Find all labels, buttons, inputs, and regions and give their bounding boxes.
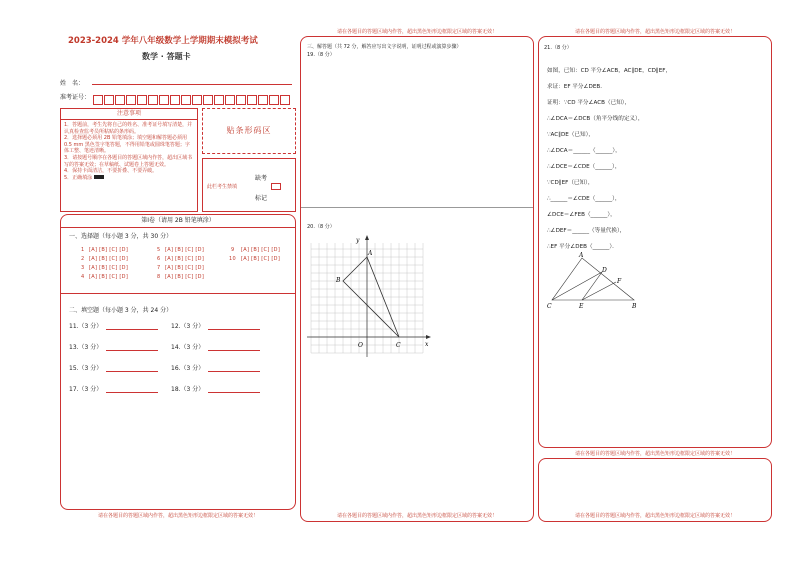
middle-panel [300,36,534,522]
notice-box [60,108,198,212]
mc-options[interactable]: [A] [B] [C] [D] [165,247,205,253]
absent-line2: 标记 [255,195,268,202]
name-field[interactable] [92,84,292,85]
q19-label: 19.（8 分） [307,52,335,58]
q20-label: 20.（8 分） [307,224,335,230]
absent-line1: 缺考 [255,175,268,182]
proof-line: 证明：∵CD 平分∠ACB（已知）， [547,100,631,106]
notice-item: 1．答题前，考生先将自己的姓名、准考证号填写清楚，并认真检查监考员所粘贴的条形码。 [64,122,193,135]
fig-label-b: B [632,303,637,310]
mc-row [81,247,291,256]
fill-item: 18.（3 分） [171,384,260,393]
mc-title: 一、选择题（每小题 3 分，共 30 分） [69,233,173,240]
absent-box [202,158,296,212]
triangle-abc-figure [552,258,634,300]
mc-num: 2 [81,256,85,262]
proof-line: 如图，已知：CD 平分∠ACB，AC∥DE，CD∥EF， [547,68,672,74]
proof-line[interactable]: ∴∠DEF＝______（等量代换）， [547,228,626,234]
answer-line[interactable] [208,384,260,393]
mc-num: 3 [81,265,85,271]
proof-line[interactable]: ∴______＝∠CDE（______）， [547,196,621,202]
absent-checkbox[interactable] [271,183,281,190]
top-warning-right: 请在各题目的答题区域内作答，超出黑色矩形边框限定区域的答案无效！ [574,29,735,35]
x-axis-arrow [426,335,431,339]
mc-options[interactable]: [A] [B] [C] [D] [165,256,205,262]
top-warning-middle: 请在各题目的答题区域内作答，超出黑色矩形边框限定区域的答案无效！ [336,29,497,35]
answer-line[interactable] [106,342,158,351]
proof-line: 求证：EF 平分∠DEB． [547,84,606,90]
answer-line[interactable] [106,384,158,393]
fill-item: 12.（3 分） [171,321,260,330]
mc-block [81,247,291,283]
mc-num: 7 [157,265,161,271]
proof-line[interactable]: ∴∠DCA＝______（______）， [547,148,621,154]
notice-item: 5．正确填涂 [64,175,194,182]
barcode-label: 贴条形码区 [226,126,272,135]
point-a-label: A [368,250,373,257]
notice-title: 注意事项 [61,109,197,120]
geometry-figure [542,252,652,312]
fill-title: 二、填空题（每小题 3 分，共 24 分） [69,307,173,314]
mc-options[interactable]: [A] [B] [C] [D] [89,265,129,271]
segment-de [582,272,602,300]
fig-label-c: C [547,303,552,310]
q19-answer-area[interactable] [307,59,527,205]
y-axis-label: y [356,237,360,244]
point-b-label: B [336,277,341,284]
mc-num: 9 [231,247,235,253]
answer-line[interactable] [106,321,158,330]
segment-ef [582,282,616,300]
exam-title: 2023-2024 学年八年级数学上学期期末模拟考试 [68,36,258,46]
answer-line[interactable] [208,342,260,351]
mc-row [81,274,291,283]
mc-options[interactable]: [A] [B] [C] [D] [241,247,281,253]
proof-line: ∴∠DCA＝∠DCB（角平分线的定义）， [547,116,644,122]
origin-label: O [358,342,363,349]
fig-label-d: D [602,267,607,274]
mc-options[interactable]: [A] [B] [C] [D] [89,247,129,253]
mc-options[interactable]: [A] [B] [C] [D] [89,256,129,262]
mid-warning-right: 请在各题目的答题区域内作答，超出黑色矩形边框限定区域的答案无效！ [574,451,735,457]
fig-label-e: E [579,303,584,310]
mc-num: 4 [81,274,85,280]
mc-row [81,265,291,274]
barcode-area [202,108,296,154]
mc-num: 5 [157,247,161,253]
fill-item: 14.（3 分） [171,342,260,351]
proof-line: ∵CD∥EF（已知）， [547,180,594,186]
fill-item: 11.（3 分） [69,321,158,330]
mc-num: 8 [157,274,161,280]
absent-prompt: 此栏考生禁填 [207,184,238,190]
id-label: 准考证号： [60,94,91,101]
proof-line[interactable]: ∠DCE＝∠FEB（______）， [547,212,616,218]
proof-line[interactable]: ∴∠DCE＝∠CDE（______）， [547,164,621,170]
segment-cd [552,272,602,300]
answer-line[interactable] [208,321,260,330]
y-axis-arrow [365,235,369,240]
name-label: 姓 名： [60,80,85,87]
question-divider [301,207,533,208]
fill-item: 17.（3 分） [69,384,158,393]
section3-header: 三、解答题（共 72 分，解答应写出文字说明，证明过程或演算步骤） [307,44,462,50]
q21-label: 21.（8 分） [544,45,572,51]
id-field[interactable] [93,90,291,109]
answer-line[interactable] [208,363,260,372]
fig-label-a: A [579,252,584,259]
notice-item: 4．保持卡面清洁，不要折叠、不要弄破。 [64,168,158,175]
mc-num: 1 [81,247,85,253]
proof-line: ∵AC∥DE（已知）， [547,132,595,138]
mc-options[interactable]: [A] [B] [C] [D] [165,265,205,271]
mc-options[interactable]: [A] [B] [C] [D] [241,256,281,262]
section-divider [61,293,295,294]
fill-item: 15.（3 分） [69,363,158,372]
bottom-warning-middle: 请在各题目的答题区域内作答，超出黑色矩形边框限定区域的答案无效！ [336,513,497,519]
answer-line[interactable] [106,363,158,372]
point-c-label: C [396,342,401,349]
fill-item: 16.（3 分） [171,363,260,372]
notice-item: 2．选择题必须用 2B 铅笔填涂；填空题和解答题必须用 0.5 mm 黑色签字笔答题，不得用铅笔或圆珠笔答题；字体工整、笔迹清晰。 [64,135,190,155]
section1-panel [60,214,296,510]
fig-label-f: F [617,278,622,285]
notice-item: 3．请按题号顺序在各题目的答题区域内作答，超出区域书写的答案无效；在草稿纸、试题卷上答题无效。 [64,154,193,168]
mc-num: 6 [157,256,161,262]
bottom-warning-left: 请在各题目的答题区域内作答，超出黑色矩形边框限定区域的答案无效！ [97,513,258,519]
fill-item: 13.（3 分） [69,342,158,351]
filled-sample-mark [94,175,104,179]
mc-options[interactable]: [A] [B] [C] [D] [89,274,129,280]
exam-subtitle: 数学 · 答题卡 [142,52,191,61]
proof-line[interactable]: ∴EF 平分∠DEB（______）． [547,244,618,250]
mc-options[interactable]: [A] [B] [C] [D] [165,274,205,280]
coordinate-grid [307,233,437,363]
section1-header: 第Ⅰ卷（请用 2B 铅笔填涂） [61,215,295,228]
mc-num: 10 [229,256,236,262]
x-axis-label: x [425,341,429,348]
mc-row [81,256,291,265]
bottom-warning-right: 请在各题目的答题区域内作答，超出黑色矩形边框限定区域的答案无效！ [574,513,735,519]
